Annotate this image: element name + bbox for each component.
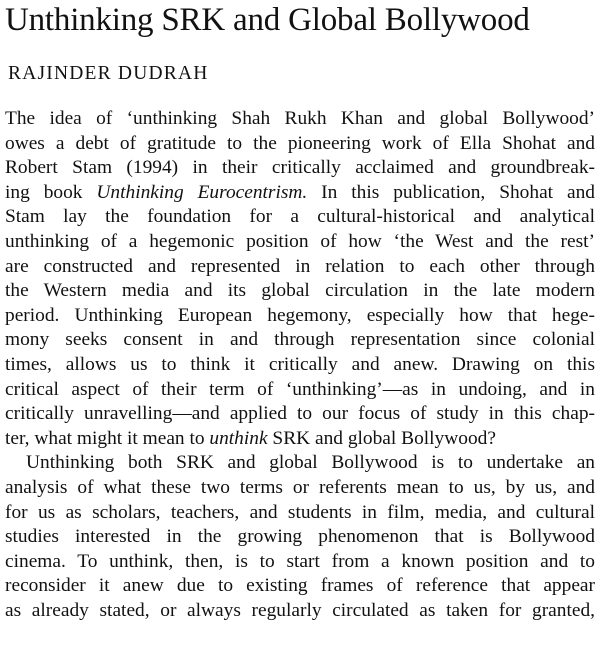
text-line: critically unravelling—and applied to our focus of study in this chap- (5, 403, 595, 425)
text-line: reconsider it anew due to existing frames of reference that appear (5, 575, 595, 597)
text-line: mony seeks consent in and through representation since colonial (5, 329, 595, 351)
text-line: times, allows us to think it critically and anew. Drawing on this (5, 353, 595, 375)
text-line: owes a debt of gratitude to the pioneering work of Ella Shohat and (5, 132, 595, 154)
text-line: Unthinking both SRK and global Bollywood is to undertake an (26, 452, 595, 474)
text-line: unthinking of a hegemonic position of how ‘the West and the rest’ (5, 230, 595, 252)
chapter-author: RAJINDER DUDRAH (8, 63, 209, 84)
text-line: studies interested in the growing phenomenon that is Bollywood (5, 526, 595, 548)
text-line: analysis of what these two terms or referents mean to us, by us, and (5, 476, 595, 498)
text-line: as already stated, or always regularly circulated as taken for granted, (5, 599, 595, 621)
italic-text: Unthinking Eurocentrism. (96, 181, 308, 203)
text-line: for us as scholars, teachers, and students in film, media, and cultural (5, 501, 595, 523)
text-line: Stam lay the foundation for a cultural-historical and analytical (5, 206, 595, 228)
text-line: critical aspect of their term of ‘unthinking’—as in undoing, and in (5, 378, 595, 400)
text-line: Robert Stam (1994) in their critically acclaimed and groundbreak- (5, 157, 595, 179)
text-line: cinema. To unthink, then, is to start from a known position and to (5, 550, 595, 572)
italic-text: unthink (209, 427, 268, 449)
text-line: ter, what might it mean to unthink SRK and global Bollywood? (5, 427, 496, 449)
text-line: period. Unthinking European hegemony, especially how that hege- (5, 304, 595, 326)
body-text (5, 107, 595, 623)
text-line: ing book Unthinking Eurocentrism. In this publication, Shohat and (5, 181, 595, 203)
chapter-title: Unthinking SRK and Global Bollywood (5, 2, 530, 38)
text-line: the Western media and its global circulation in the late modern (5, 280, 595, 302)
text-line: The idea of ‘unthinking Shah Rukh Khan and global Bollywood’ (5, 108, 595, 129)
text-line: are constructed and represented in relation to each other through (5, 255, 595, 277)
